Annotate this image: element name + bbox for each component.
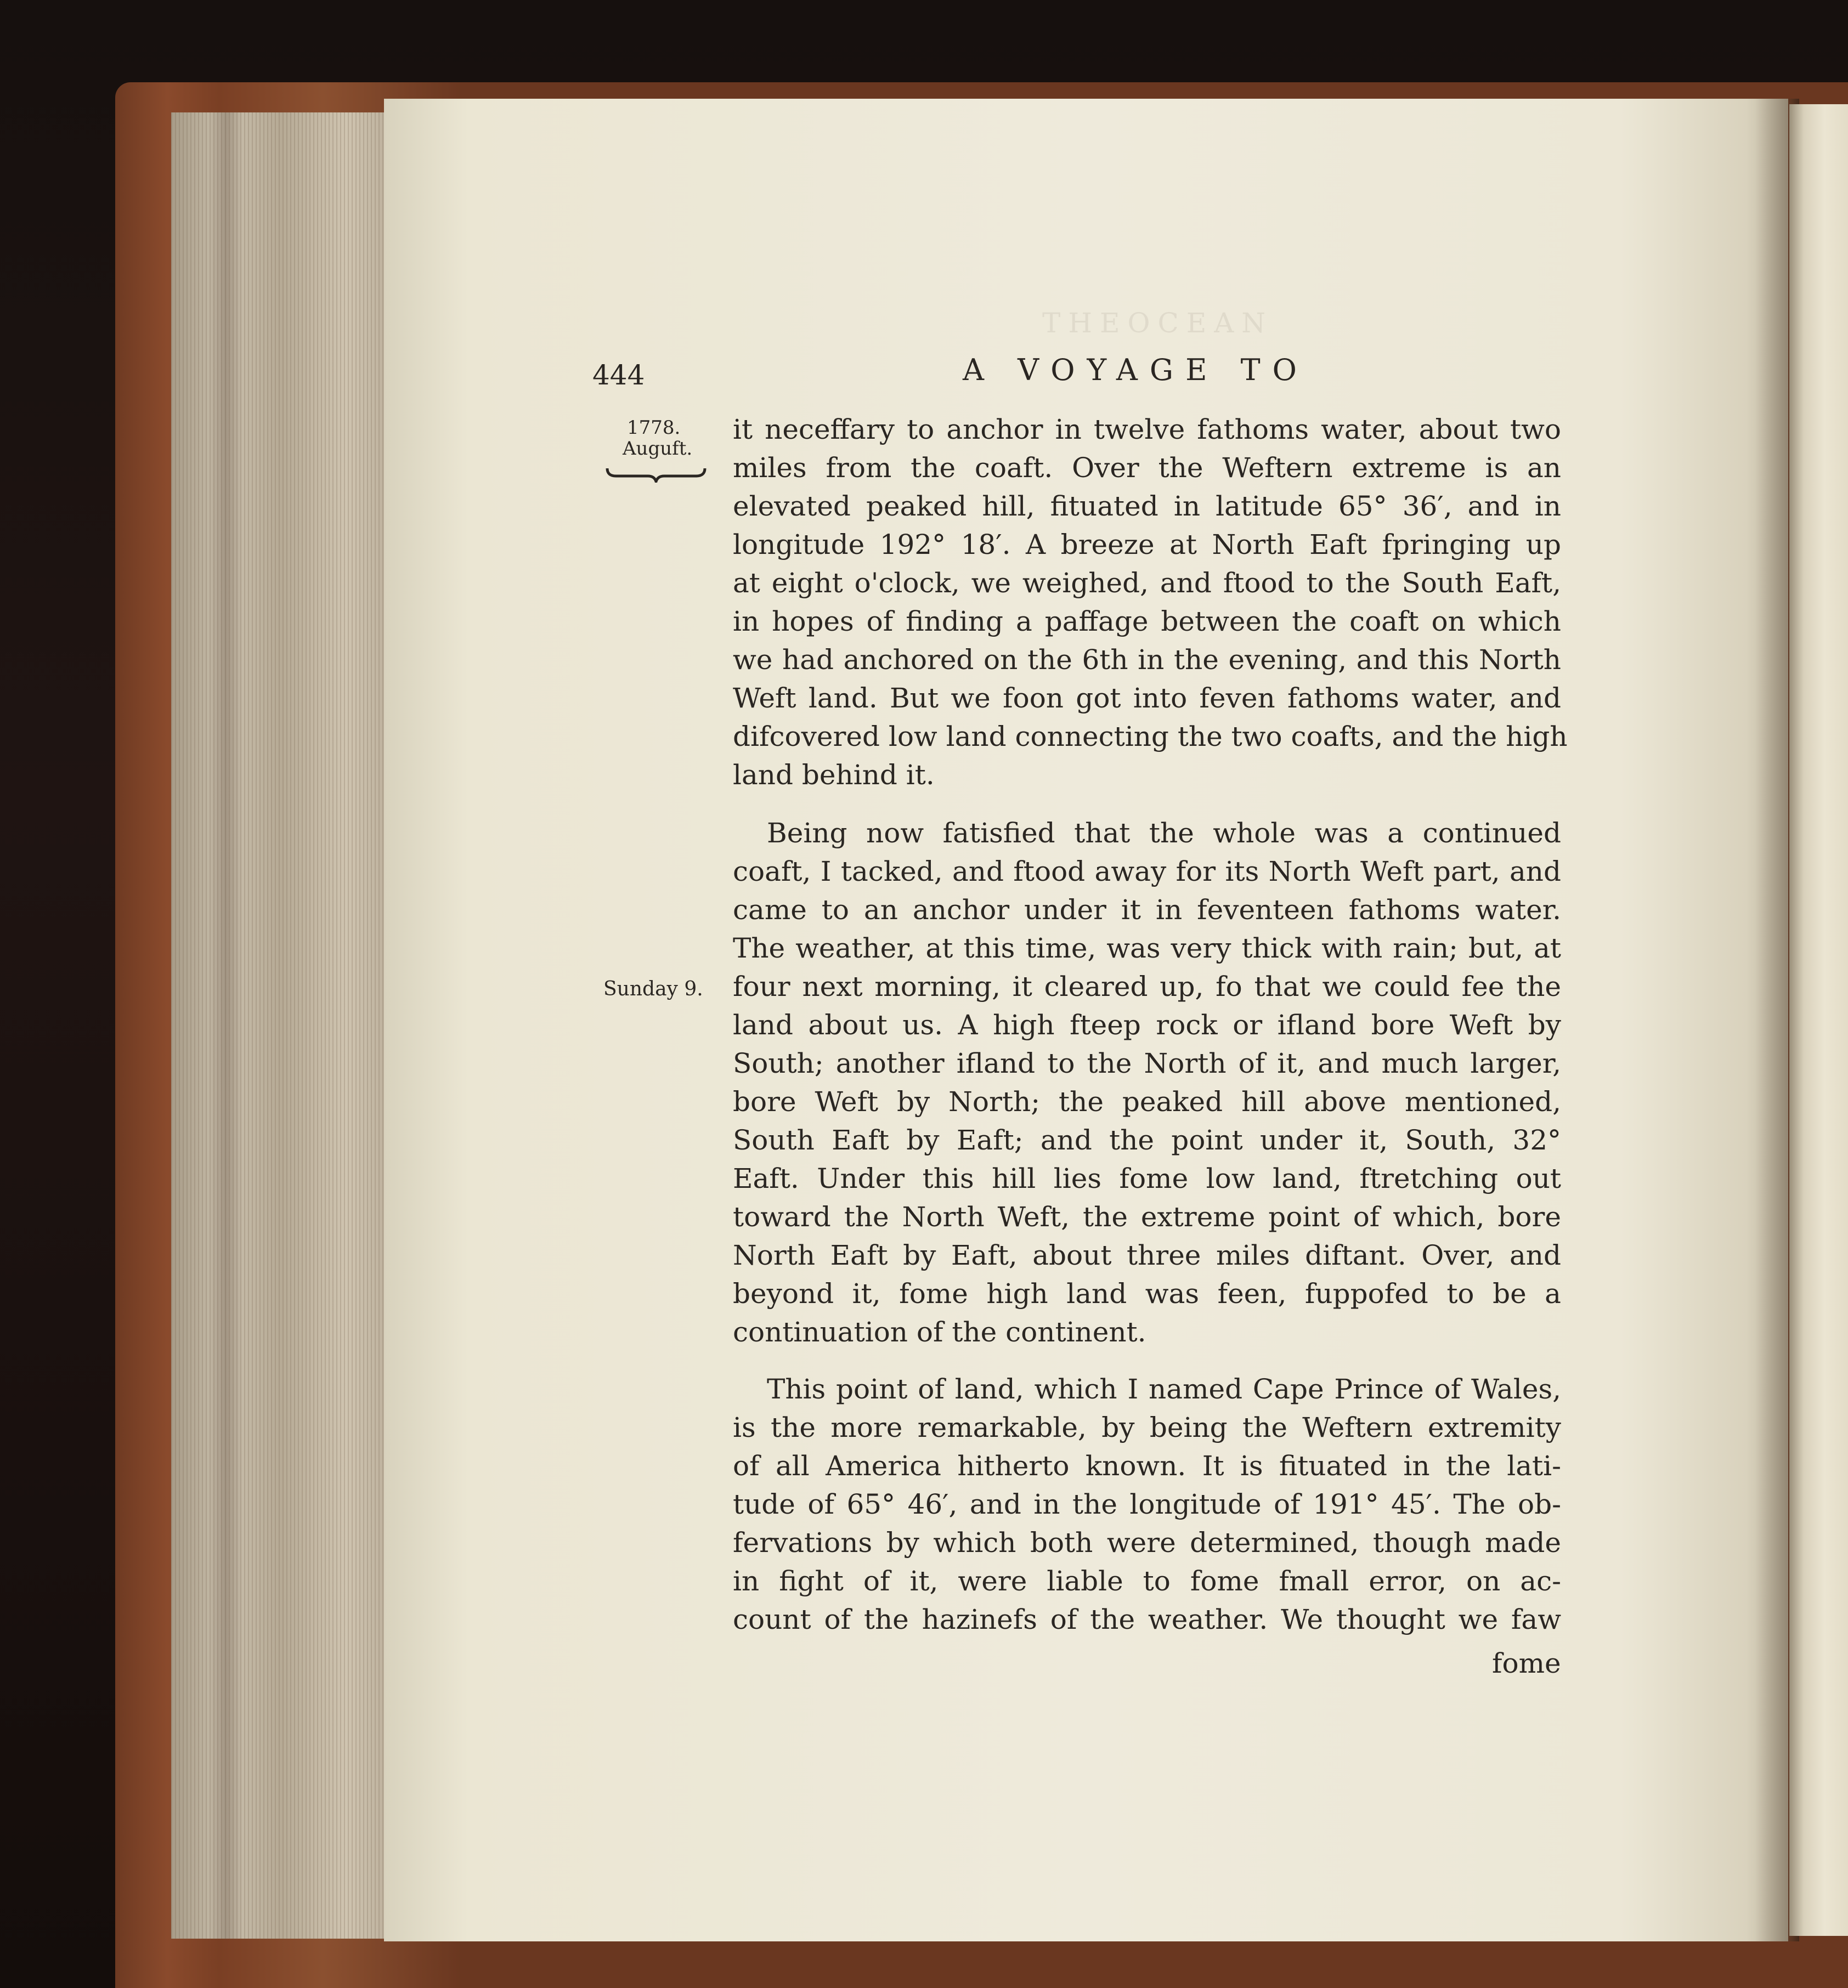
- body-line: coaft, I tacked, and ftood away for its North Weft part, and: [733, 856, 1561, 887]
- body-line: Weft land. But we foon got into feven fathoms water, and: [733, 682, 1561, 714]
- body-line: we had anchored on the 6th in the evening, and this North: [733, 644, 1561, 676]
- page-number: 444: [592, 359, 645, 391]
- catchword: fome: [1492, 1647, 1561, 1679]
- body-line: bore Weft by North; the peaked hill above mentioned,: [733, 1086, 1561, 1118]
- body-line: This point of land, which I named Cape Prince of Wales,: [767, 1373, 1561, 1405]
- running-head: A VOYAGE TO: [963, 353, 1309, 387]
- body-line: South; another ifland to the North of it, and much larger,: [733, 1047, 1561, 1079]
- body-line: Eaft. Under this hill lies fome low land, ftretching out: [733, 1163, 1561, 1194]
- body-line: miles from the coaft. Over the Weftern extreme is an: [733, 452, 1561, 484]
- body-line: toward the North Weft, the extreme point of which, bore: [733, 1201, 1561, 1233]
- margin-year: 1778.: [627, 417, 681, 439]
- body-line: land behind it.: [733, 759, 935, 791]
- body-line: beyond it, fome high land was feen, fuppofed to be a: [733, 1278, 1561, 1310]
- body-line: continuation of the continent.: [733, 1316, 1146, 1348]
- body-line: fervations by which both were determined, though made: [733, 1527, 1561, 1559]
- body-line: elevated peaked hill, fituated in latitude 65° 36′, and in: [733, 490, 1561, 522]
- body-line: North Eaft by Eaft, about three miles diftant. Over, and: [733, 1239, 1561, 1271]
- body-line: Being now fatisfied that the whole was a continued: [767, 817, 1561, 849]
- body-line: in fight of it, were liable to fome fmall error, on ac-: [733, 1565, 1561, 1597]
- margin-brace-icon: [605, 466, 707, 483]
- body-line: it neceffary to anchor in twelve fathoms water, about two: [733, 414, 1561, 445]
- facing-page: [1789, 104, 1848, 1936]
- margin-month: Auguft.: [623, 438, 693, 460]
- body-line: The weather, at this time, was very thick with rain; but, at: [733, 932, 1561, 964]
- body-line: difcovered low land connecting the two coafts, and the high: [733, 721, 1568, 752]
- body-line: in hopes of finding a paffage between the coaft on which: [733, 605, 1561, 637]
- body-line: longitude 192° 18′. A breeze at North Eaft fpringing up: [733, 529, 1561, 560]
- body-line: South Eaft by Eaft; and the point under it, South, 32°: [733, 1124, 1561, 1156]
- body-line: count of the hazinefs of the weather. We thought we faw: [733, 1604, 1561, 1635]
- body-line: at eight o'clock, we weighed, and ftood to the South Eaft,: [733, 567, 1561, 599]
- body-line: of all America hitherto known. It is fituated in the lati-: [733, 1450, 1561, 1482]
- body-line: came to an anchor under it in feventeen fathoms water.: [733, 894, 1561, 926]
- body-line: four next morning, it cleared up, fo that we could fee the: [733, 971, 1561, 1003]
- body-line: land about us. A high fteep rock or ifland bore Weft by: [733, 1009, 1561, 1041]
- body-line: tude of 65° 46′, and in the longitude of 191° 45′. The ob-: [733, 1488, 1561, 1520]
- bleed-through-decoration: THEOCEAN: [1042, 307, 1274, 339]
- margin-date-note: Sunday 9.: [603, 978, 703, 1000]
- body-line: is the more remarkable, by being the Weftern extremity: [733, 1412, 1561, 1443]
- page-edge-stack: [171, 112, 391, 1939]
